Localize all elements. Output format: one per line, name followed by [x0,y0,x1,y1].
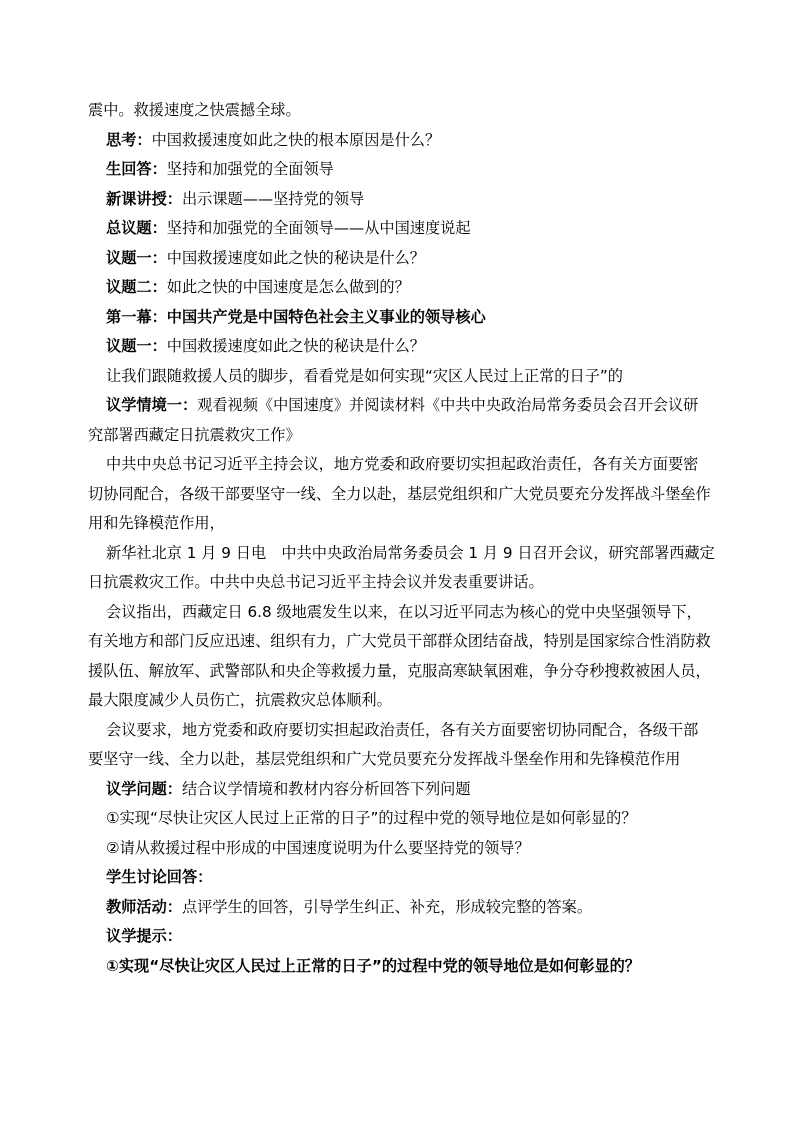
text-line [88,244,728,274]
line-text: 援队伍、解放军、武警部队和央企等救援力量，克服高寒缺氧困难，争分夺秒搜救被困人员， [88,661,711,680]
line-text: 会议要求，地方党委和政府要切实担起政治责任，各有关方面要密切协同配合，各级干部 [106,720,699,739]
text-line [88,480,728,510]
text-line [88,952,728,982]
text-line [88,214,728,244]
text-line [88,332,728,362]
line-text: 点评学生的回答，引导学生纠正、补充，形成较完整的答案。 [181,897,592,916]
line-text: 如此之快的中国速度是怎么做到的？ [166,278,410,296]
line-label: 议题一： [106,337,167,355]
text-line [88,863,728,893]
line-text: 切协同配合，各级干部要坚守一线、全力以赴，基层党组织和广大党员要充分发挥战斗堡垒作 [88,484,711,503]
line-text: 要坚守一线、全力以赴，基层党组织和广大党员要充分发挥战斗堡垒作用和先锋模范作用 [88,750,681,768]
text-line [88,922,728,952]
line-text: 有关地方和部门反应迅速、组织有力，广大党员干部群众团结奋战，特别是国家综合性消防救 [88,632,711,650]
line-text: 震中。救援速度之快震撼全球。 [88,101,301,119]
text-line [88,96,728,126]
text-line [88,421,728,451]
text-line [88,155,728,185]
line-label: 总议题： [106,219,167,237]
line-label: 议学提示： [106,927,182,945]
text-line [88,303,728,333]
text-line [88,893,728,923]
line-label: 生回答： [106,160,167,178]
line-text: 观看视频《中国速度》并阅读材料《中共中央政治局常务委员会召开会议研 [197,396,699,414]
line-text: 中共中央总书记习近平主持会议，地方党委和政府要切实担起政治责任，各有关方面要密 [106,455,699,473]
text-line [88,598,728,628]
line-text: ①实现“尽快让灾区人民过上正常的日子”的过程中党的领导地位是如何彰显的？ [106,956,641,975]
line-label: 议学问题： [106,779,182,798]
line-text: 新华社北京 1 月 9 日电 中共中央政治局常务委员会 1 月 9 日召开会议，研究部署西藏定 [106,543,715,562]
line-text: 中国救援速度如此之快的根本原因是什么？ [151,130,441,149]
text-line [88,804,728,834]
text-line [88,568,728,598]
line-label: 思考： [106,130,152,149]
line-text: 出示课题——坚持党的领导 [181,189,365,208]
text-line [88,627,728,657]
line-text: ②请从救援过程中形成的中国速度说明为什么要坚持党的领导？ [106,838,530,857]
line-text: 第一幕：中国共产党是中国特色社会主义事业的领导核心 [106,307,486,326]
line-text: 坚持和加强党的全面领导——从中国速度说起 [166,219,471,237]
line-text: 坚持和加强党的全面领导 [166,160,334,178]
text-line [88,834,728,864]
document-body [88,96,728,981]
text-line [88,185,728,215]
text-line [88,686,728,716]
line-label: 议题一： [106,248,167,267]
line-text: 让我们跟随救援人员的脚步，看看党是如何实现“灾区人民过上正常的日子”的 [106,366,623,385]
text-line [88,362,728,392]
text-line [88,539,728,569]
line-label: 学生讨论回答： [106,868,213,886]
text-line [88,775,728,805]
line-label: 新课讲授： [106,189,182,208]
line-label: 议学情境一： [106,396,198,414]
text-line [88,450,728,480]
text-line [88,716,728,746]
line-label: 议题二： [106,278,167,296]
text-line [88,273,728,303]
line-text: 中国救援速度如此之快的秘诀是什么？ [166,248,425,267]
text-line [88,391,728,421]
line-text: 最大限度减少人员伤亡，抗震救灾总体顺利。 [88,691,392,709]
line-text: 用和先锋模范作用， [88,514,225,532]
line-label: 教师活动： [106,897,182,916]
text-line [88,509,728,539]
line-text: 会议指出，西藏定日 6.8 级地震发生以来，在以习近平同志为核心的党中央坚强领导下， [106,602,702,621]
line-text: 中国救援速度如此之快的秘诀是什么？ [166,337,425,355]
text-line [88,657,728,687]
text-line [88,745,728,775]
line-text: ①实现“尽快让灾区人民过上正常的日子”的过程中党的领导地位是如何彰显的？ [106,809,637,827]
line-text: 日抗震救灾工作。中共中央总书记习近平主持会议并发表重要讲话。 [88,573,544,591]
line-text: 结合议学情境和教材内容分析回答下列问题 [181,779,471,798]
text-line [88,126,728,156]
line-text: 究部署西藏定日抗震救灾工作》 [88,425,301,444]
